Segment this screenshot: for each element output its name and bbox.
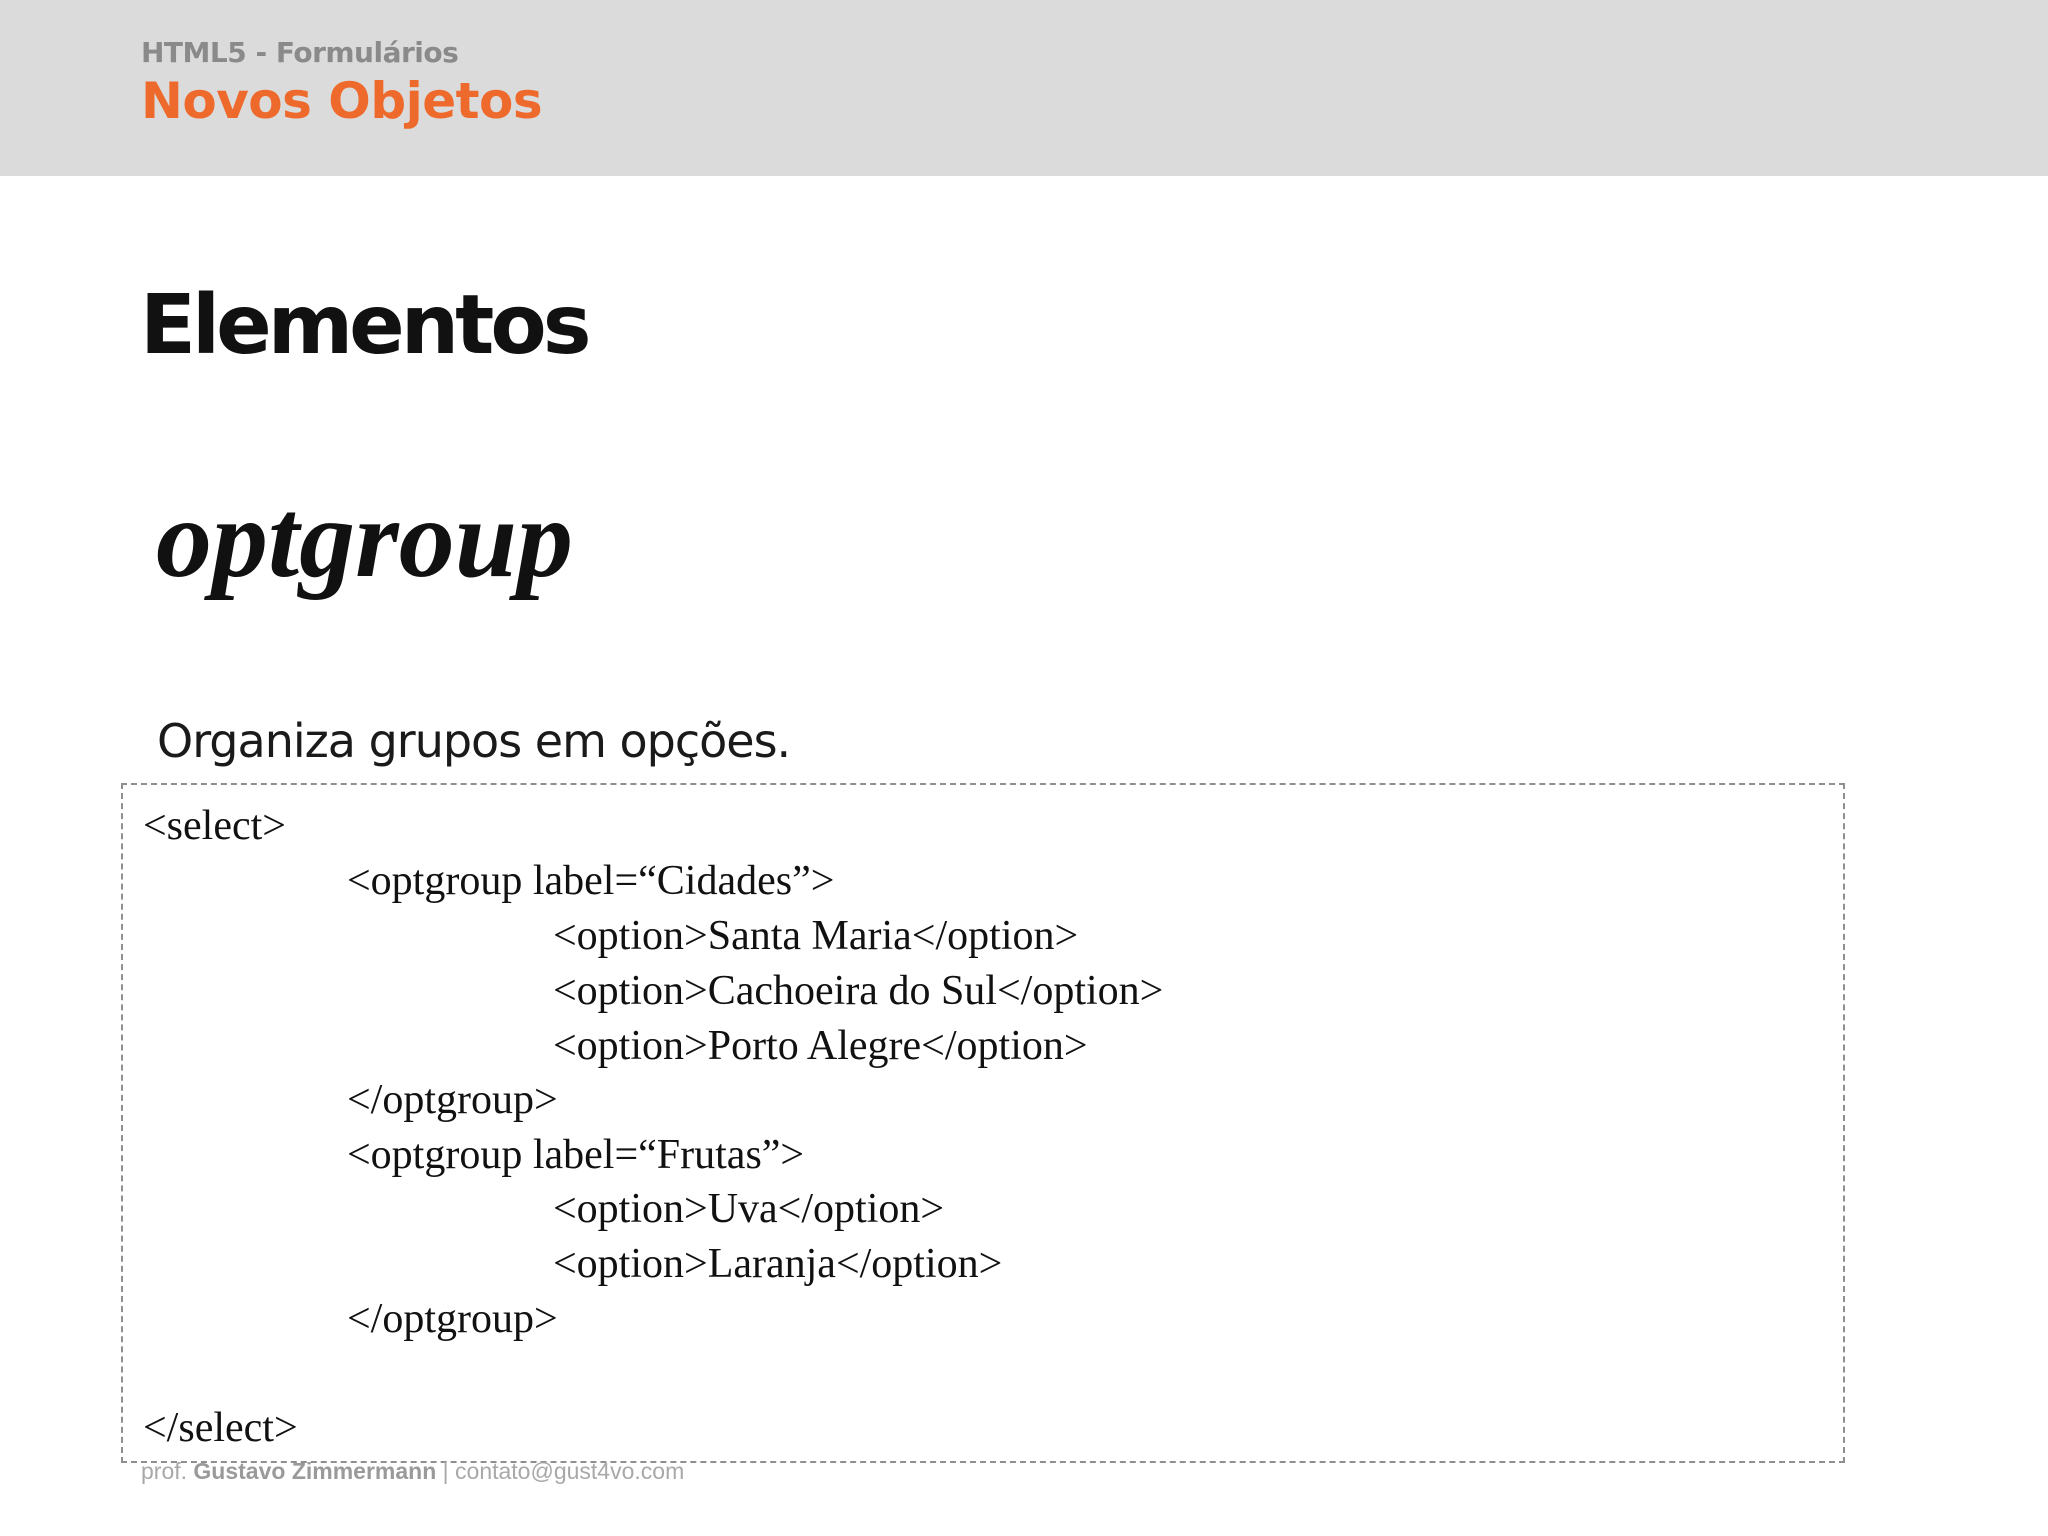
code-line-option-porto-alegre: <option>Porto Alegre</option> — [553, 1023, 1088, 1069]
course-subtitle: HTML5 - Formulários — [141, 36, 459, 69]
section-title: Elementos — [140, 278, 588, 373]
code-example-box — [121, 783, 1845, 1463]
code-line-option-laranja: <option>Laranja</option> — [553, 1241, 1003, 1287]
code-line-select-open: <select> — [143, 803, 286, 849]
footer-credit — [141, 1458, 684, 1485]
module-title: Novos Objetos — [141, 72, 543, 130]
footer-author: Gustavo Zimmermann — [193, 1458, 437, 1484]
code-line-option-cachoeira-do-sul: <option>Cachoeira do Sul</option> — [553, 968, 1164, 1014]
code-line-optgroup-frutas-close: </optgroup> — [347, 1296, 558, 1342]
code-line-select-close: </select> — [143, 1405, 298, 1451]
footer-prefix: prof. — [141, 1458, 194, 1484]
code-line-option-uva: <option>Uva</option> — [553, 1186, 945, 1232]
code-line-optgroup-frutas-open: <optgroup label=“Frutas”> — [347, 1132, 805, 1178]
element-description: Organiza grupos em opções. — [157, 714, 791, 768]
footer-contact: contato@gust4vo.com — [455, 1458, 685, 1484]
code-line-option-santa-maria: <option>Santa Maria</option> — [553, 913, 1079, 959]
footer-separator: | — [436, 1458, 456, 1484]
code-line-optgroup-cidades-close: </optgroup> — [347, 1077, 558, 1123]
slide-header — [0, 0, 2048, 176]
element-name: optgroup — [156, 477, 573, 601]
code-line-optgroup-cidades-open: <optgroup label=“Cidades”> — [347, 858, 835, 904]
